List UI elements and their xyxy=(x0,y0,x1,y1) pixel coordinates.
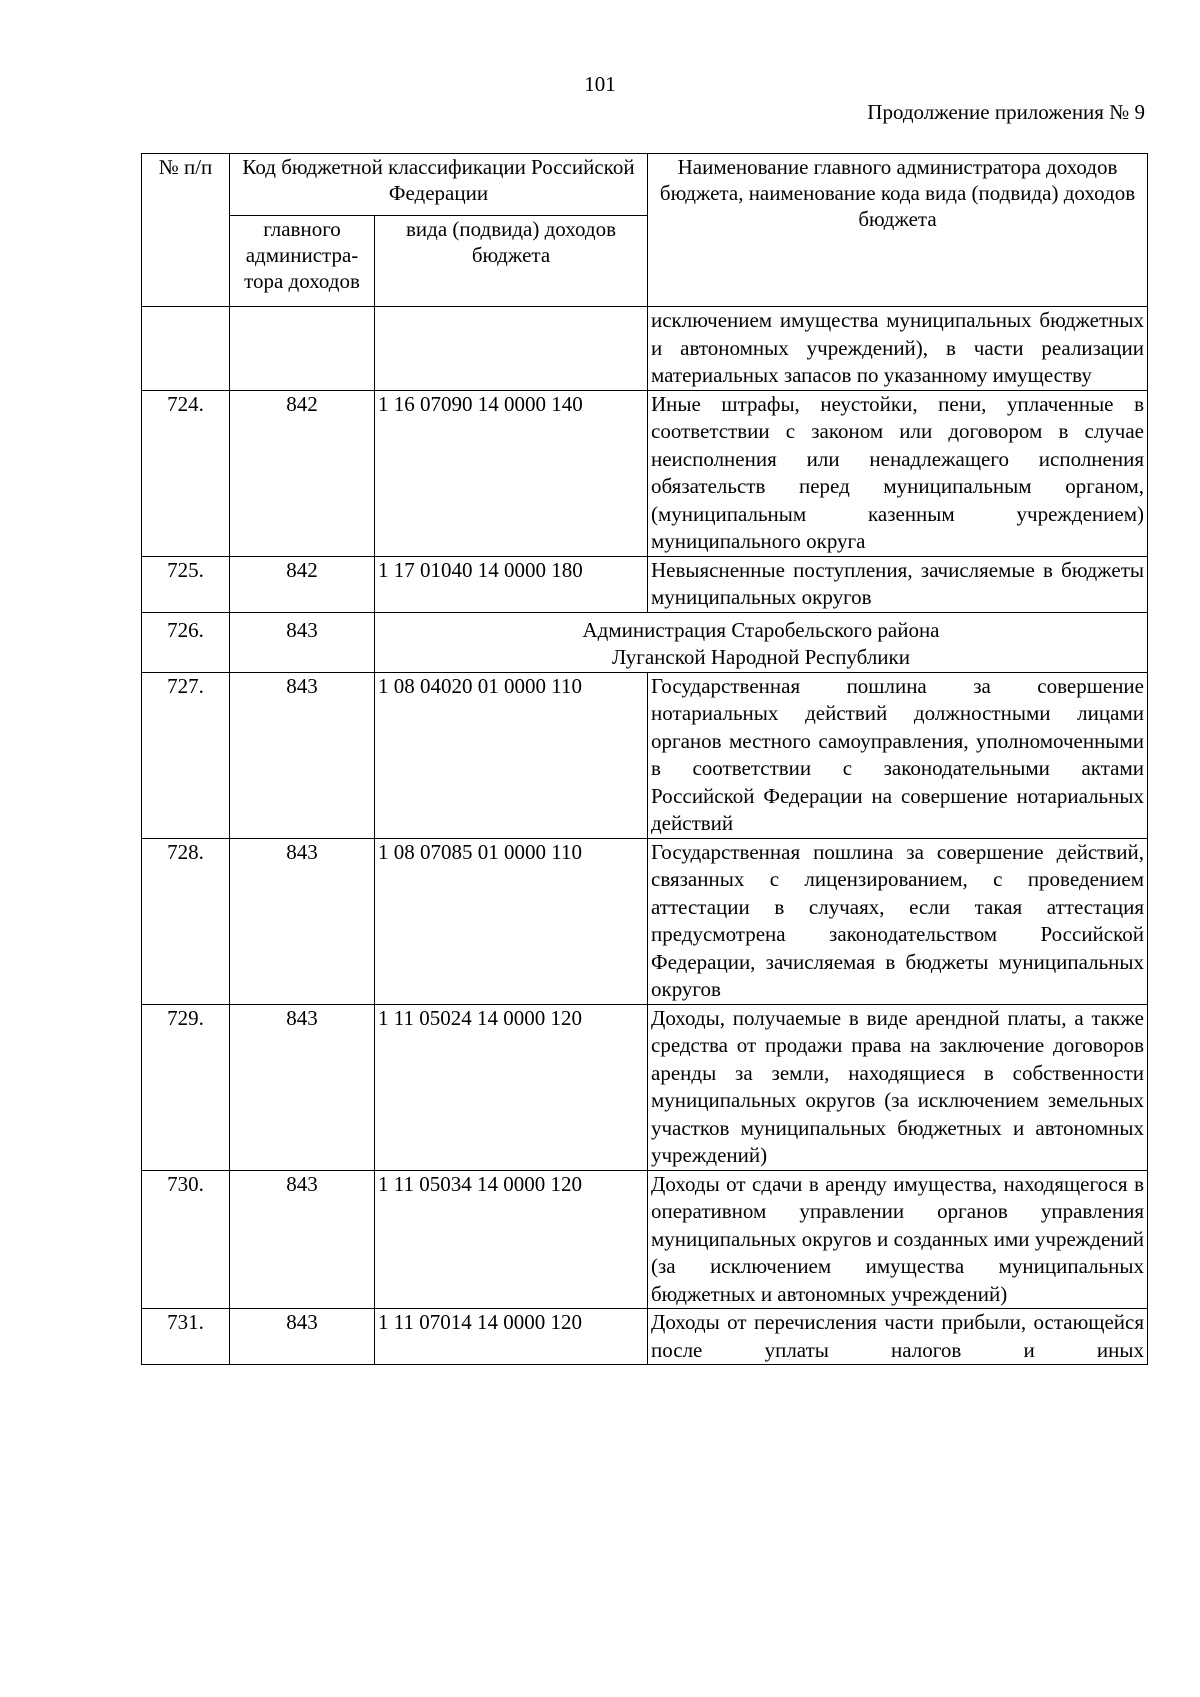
row-income-code: 1 16 07090 14 0000 140 xyxy=(375,390,648,556)
row-admin-code: 843 xyxy=(230,1004,375,1170)
row-admin-code: 843 xyxy=(230,1309,375,1365)
row-num: 730. xyxy=(142,1170,230,1309)
header-num: № п/п xyxy=(142,154,230,307)
row-admin-code: 843 xyxy=(230,672,375,838)
table-row xyxy=(142,1309,1148,1365)
row-income-code: 1 08 07085 01 0000 110 xyxy=(375,838,648,1004)
page-number: 101 xyxy=(584,72,616,96)
row-income-code: 1 11 07014 14 0000 120 xyxy=(375,1309,648,1365)
table-row xyxy=(142,838,1148,1004)
table-row xyxy=(142,390,1148,556)
row-name: Невыясненные поступления, зачисляемые в бюджеты муниципальных округов xyxy=(648,556,1148,612)
header-kbk-group: Код бюджетной классификации Российской Федерации xyxy=(230,154,648,216)
row-num: 731. xyxy=(142,1309,230,1365)
row-admin-code: 843 xyxy=(230,612,375,672)
table-row xyxy=(142,1004,1148,1170)
row-name: исключением имущества муниципальных бюджетных и автономных учреждений), в части реализации материальных запасов по указанному имуществу xyxy=(648,307,1148,391)
row-admin-code: 843 xyxy=(230,1170,375,1309)
header-name: Наименование главного администратора доходов бюджета, наименование кода вида (подвида) доходов бюджета xyxy=(648,154,1148,307)
table-row xyxy=(142,1170,1148,1309)
row-admin-code: 842 xyxy=(230,390,375,556)
row-num: 725. xyxy=(142,556,230,612)
header-income-code: вида (подвида) доходов бюджета xyxy=(375,216,648,307)
row-name: Доходы от перечисления части прибыли, остающейся после уплаты налогов и иных xyxy=(648,1309,1148,1365)
row-income-code: 1 11 05024 14 0000 120 xyxy=(375,1004,648,1170)
row-num: 727. xyxy=(142,672,230,838)
row-name: Государственная пошлина за совершение действий, связанных с лицензированием, с проведением аттестации в случаях, если такая аттестация предусмотрена законодательством Российской Федерации, зачисляемая в бюджеты муниципальных округов xyxy=(648,838,1148,1004)
row-name: Иные штрафы, неустойки, пени, уплаченные в соответствии с законом или договором в случае неисполнения или ненадлежащего исполнения обязательств перед муниципальным органом, (муниципальным казенным учреждением) муниципального округа xyxy=(648,390,1148,556)
row-name: Государственная пошлина за совершение нотариальных действий должностными лицами органов местного самоуправления, уполномоченными в соответствии с законодательными актами Российской Федерации на совершение нотариальных действий xyxy=(648,672,1148,838)
table-row xyxy=(142,672,1148,838)
table-row xyxy=(142,556,1148,612)
row-num: 726. xyxy=(142,612,230,672)
row-admin-code: 843 xyxy=(230,838,375,1004)
row-num xyxy=(142,307,230,391)
section-title-line-1: Администрация Старобельского района xyxy=(582,617,940,642)
section-title-line-2: Луганской Народной Республики xyxy=(612,645,910,669)
row-name: Доходы, получаемые в виде арендной платы, а также средства от продажи права на заключение договоров аренды за земли, находящиеся в собственности муниципальных округов (за исключением земельных участков муниципальных бюджетных и автономных учреждений) xyxy=(648,1004,1148,1170)
row-income-code: 1 08 04020 01 0000 110 xyxy=(375,672,648,838)
section-row xyxy=(142,612,1148,672)
row-income-code xyxy=(375,307,648,391)
income-admin-table xyxy=(141,153,1148,1365)
header-admin-code: главного администра-тора доходов xyxy=(230,216,375,307)
row-income-code: 1 17 01040 14 0000 180 xyxy=(375,556,648,612)
row-admin-code xyxy=(230,307,375,391)
table-row xyxy=(142,307,1148,391)
section-title xyxy=(375,612,1148,672)
continuation-caption: Продолжение приложения № 9 xyxy=(867,100,1145,124)
header-row-1 xyxy=(142,154,1148,216)
row-num: 728. xyxy=(142,838,230,1004)
row-num: 724. xyxy=(142,390,230,556)
row-num: 729. xyxy=(142,1004,230,1170)
row-name: Доходы от сдачи в аренду имущества, находящегося в оперативном управлении органов управления муниципальных округов и созданных ими учреждений (за исключением имущества муниципальных бюджетных и автономных учреждений) xyxy=(648,1170,1148,1309)
row-admin-code: 842 xyxy=(230,556,375,612)
row-income-code: 1 11 05034 14 0000 120 xyxy=(375,1170,648,1309)
